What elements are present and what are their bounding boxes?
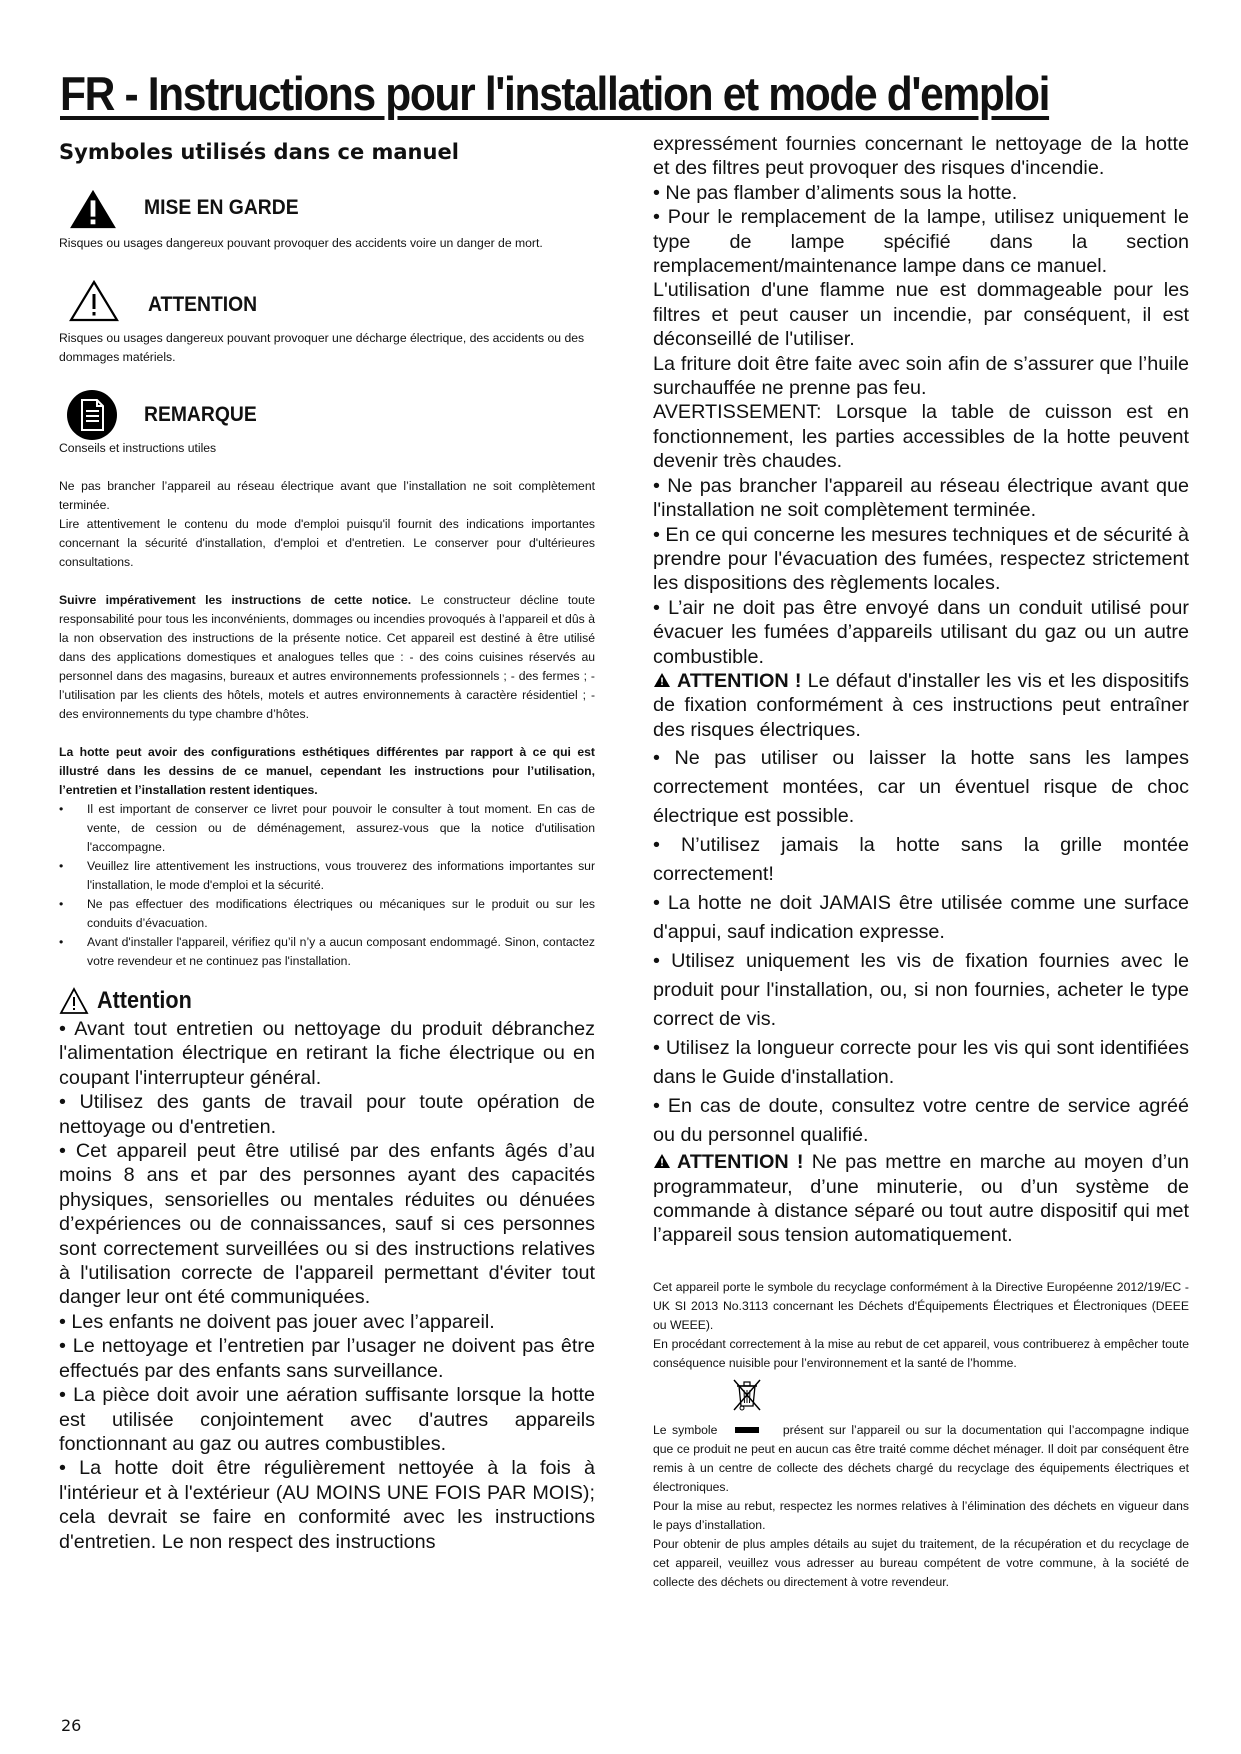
safety-paragraph: • Pour le remplacement de la lampe, utilisez uniquement le type de lampe spécifié dans la section remplacement/maintenance lampe dans ce manuel. — [653, 206, 1189, 278]
list-item: • Il est important de conserver ce livret pour pouvoir le consulter à tout moment. En cas de vente, de cession ou de déménagement, assurez-vous que la notice d'utilisation l'accompagne. — [59, 800, 595, 857]
safety-paragraph: • Ne pas brancher l'appareil au réseau électrique avant que l'installation ne soit complètement terminée. — [653, 474, 1189, 522]
warning-outline-icon — [59, 987, 89, 1015]
intro-bold-text: La hotte peut avoir des configurations esthétiques différentes par rapport à ce qui est illustré dans les dessins de ce manuel, cependant les instructions pour l’utilisation, l’entretien et l’installation restent identiques. — [59, 745, 595, 797]
safety-paragraph: • Utilisez uniquement les vis de fixation fournies avec le produit pour l'installation, ou, si non fournies, acheter le type correct de vis. — [653, 950, 1189, 1031]
intro-paragraph: Lire attentivement le contenu du mode d'emploi puisqu'il fournit des indications importantes concernant la sécurité d'installation, d'emploi et d'entretien. Le conserver pour d'ultérieures consultations. — [59, 517, 595, 569]
attention-heading-text: Attention — [97, 987, 192, 1014]
attention-text: Le défaut d'installer les vis et les dispositifs de fixation conformément à ces instructions peut entraîner des risques électriques. — [653, 669, 1189, 741]
safety-paragraph: • L’air ne doit pas être envoyé dans un conduit utilisé pour évacuer les fumées d’appareils utilisant du gaz ou un autre combustible. — [653, 596, 1189, 668]
warning-outline-icon — [68, 279, 120, 323]
page-number: 26 — [61, 1716, 82, 1735]
weee-symbol-lead: Le symbole — [653, 1422, 718, 1437]
safety-paragraph: expressément fournies concernant le nettoyage de la hotte et des filtres peut provoquer des risques d'incendie. — [653, 133, 1189, 180]
safety-paragraph: • N’utilisez jamais la hotte sans la grille montée correctement! — [653, 834, 1189, 886]
list-item-text: Ne pas effectuer des modifications électriques ou mécaniques sur le produit ou sur les conduits d’évacuation. — [87, 897, 595, 930]
safety-paragraph: • Utilisez des gants de travail pour toute opération de nettoyage ou d'entretien. — [59, 1091, 595, 1138]
symbols-subtitle: Symboles utilisés dans ce manuel — [59, 140, 459, 164]
intro-paragraph: Ne pas brancher l’appareil au réseau électrique avant que l’installation ne soit complètement terminée. — [59, 479, 595, 512]
attention-paragraph — [653, 1150, 1189, 1248]
warning-text: Risques ou usages dangereux pouvant provoquer des accidents voire un danger de mort. — [59, 236, 543, 250]
weee-block — [653, 1278, 1189, 1592]
safety-paragraph: AVERTISSEMENT: Lorsque la table de cuisson est en fonctionnement, les parties accessibles de la hotte peuvent devenir très chaudes. — [653, 401, 1189, 473]
symbol-warning — [59, 188, 595, 236]
note-text: Conseils et instructions utiles — [59, 441, 217, 455]
right-column — [653, 132, 1189, 1592]
warning-filled-icon — [67, 188, 119, 230]
safety-paragraph: La friture doit être faite avec soin afin de s’assurer que l’huile surchauffée ne prenne pas feu. — [653, 352, 1189, 400]
note-label: REMARQUE — [144, 403, 257, 426]
weee-symbol-rest: présent sur l’appareil ou sur la documentation qui l’accompagne indique que ce produit ne peut en aucun cas être traité comme déchet ménager. Il doit par conséquent être remis à un centre de collecte des déchets chargé du recyclage des équipements électriques et électroniques. — [653, 1422, 1190, 1494]
safety-paragraph: • Les enfants ne doivent pas jouer avec l’appareil. — [59, 1310, 495, 1333]
bar-symbol-icon — [735, 1427, 759, 1433]
list-item-text: Il est important de conserver ce livret pour pouvoir le consulter à tout moment. En cas de vente, de cession ou de déménagement, assurez-vous que la notice d'utilisation l'accompagne. — [87, 802, 595, 854]
safety-paragraph: • Le nettoyage et l’entretien par l’usager ne doivent pas être effectués par des enfants sans surveillance. — [59, 1335, 595, 1382]
list-item: • Avant d'installer l'appareil, vérifiez qu’il n’y a aucun composant endommagé. Sinon, contactez votre revendeur et ne continuez pas l'installation. — [59, 933, 595, 971]
note-document-icon — [66, 389, 118, 441]
weee-paragraph: Pour obtenir de plus amples détails au sujet du traitement, de la récupération et du recyclage de cet appareil, veuillez vous adresser au bureau compétent de votre commune, à la société de collecte des déchets ou directement à votre revendeur. — [653, 1536, 1189, 1589]
right-safety-text — [653, 132, 1189, 1248]
intro-bold-paragraph — [59, 743, 595, 800]
intro-paragraph-rest: Le constructeur décline toute responsabilité pour tous les inconvénients, dommages ou incendies provoqués à l’appareil et dûs à la non observation des instructions de la présente notice. Cet appareil est destiné à être utilisé dans des applications domestiques et analogues telles que : - des coins cuisines réservés au personnel dans des magasins, bureaux et autres environnements professionnels ; - des fermes ; - l’utilisation par les clients des hôtels, motels et autres environnements à caractère résidentiel ; - des environnements du type chambre d’hôtes. — [59, 593, 595, 721]
list-item-text: Veuillez lire attentivement les instructions, vous trouverez des informations importantes sur l'installation, le mode d'emploi et la sécurité. — [87, 859, 595, 892]
symbol-attention — [59, 279, 595, 325]
safety-paragraph: • La pièce doit avoir une aération suffisante lorsque la hotte est utilisée conjointement avec d'autres appareils fonctionnant au gaz ou autres combustibles. — [59, 1384, 595, 1455]
intro-bold-lead: Suivre impérativement les instructions de cette notice. — [59, 593, 412, 607]
weee-paragraph: En procédant correctement à la mise au rebut de cet appareil, vous contribuerez à empêcher toute conséquence nuisible pour l’environnement et la santé de l’homme. — [653, 1336, 1189, 1370]
safety-paragraph: • Ne pas utiliser ou laisser la hotte sans les lampes correctement montées, car un éventuel risque de choc électrique est possible. — [653, 747, 1189, 828]
weee-paragraph: Cet appareil porte le symbole du recyclage conformément à la Directive Européenne 2012/19/EC - UK SI 2013 No.3113 concernant les Déchets d'Équipements Électriques et Électroniques (DEEE ou WEEE). — [653, 1279, 1189, 1332]
attention-heading — [59, 987, 595, 1015]
list-item: • Veuillez lire attentivement les instructions, vous trouverez des informations importantes sur l'installation, le mode d'emploi et la sécurité. — [59, 857, 595, 895]
attention-text: Risques ou usages dangereux pouvant provoquer une décharge électrique, des accidents ou des dommages matériels. — [59, 331, 585, 364]
left-column — [59, 136, 595, 1554]
safety-paragraph: L'utilisation d'une flamme nue est dommageable pour les filtres et peut causer un incendie, par conséquent, il est déconseillé de l'utiliser. — [653, 279, 1189, 351]
attention-label: ATTENTION — [148, 293, 258, 316]
warning-filled-icon — [653, 1153, 671, 1169]
attention-text: Ne pas mettre en marche au moyen d’un programmateur, d’une minuterie, ou d’un système de commande à distance séparé ou tout autre dispositif qui met l’appareil sous tension automatiquement. — [653, 1151, 1189, 1247]
safety-paragraph: • En cas de doute, consultez votre centre de service agréé ou du personnel qualifié. — [653, 1095, 1189, 1147]
safety-paragraph: • Utilisez la longueur correcte pour les vis qui sont identifiées dans le Guide d'installation. — [653, 1037, 1189, 1089]
safety-paragraph: • La hotte ne doit JAMAIS être utilisée comme une surface d'appui, sauf indication expresse. — [653, 892, 1189, 944]
safety-paragraph: • En ce qui concerne les mesures techniques et de sécurité à prendre pour l'évacuation des fumées, respectez strictement les dispositions des règlements locales. — [653, 523, 1189, 595]
safety-paragraph: • La hotte doit être régulièrement nettoyée à la fois à l'intérieur et à l'extérieur (AU MOINS UNE FOIS PAR MOIS); cela devrait se faire en conformité avec les instructions d'entretien. Le non respect des instructions — [59, 1457, 595, 1553]
safety-paragraph: • Cet appareil peut être utilisé par des enfants âgés d’au moins 8 ans et par des personnes ayant des capacités physiques, sensorielles ou mentales réduites ou dénuées d’expériences ou de connaissances, sauf si ces personnes sont correctement surveillées ou si des instructions relatives à l'utilisation correcte de l'appareil permettant d'éviter tout danger leur ont été communiquées. — [59, 1140, 595, 1309]
symbol-note — [59, 389, 595, 441]
safety-paragraph: • Ne pas flamber d’aliments sous la hotte. — [653, 181, 1018, 204]
crossed-bin-icon — [729, 1377, 765, 1413]
warning-label: MISE EN GARDE — [144, 196, 299, 219]
attention-label: ATTENTION ! — [677, 669, 802, 692]
list-item: • Ne pas effectuer des modifications électriques ou mécaniques sur le produit ou sur les conduits d’évacuation. — [59, 895, 595, 933]
page-title: FR - Instructions pour l'installation et mode d'emploi — [60, 67, 1050, 120]
safety-paragraph: • Avant tout entretien ou nettoyage du produit débranchez l'alimentation électrique en retirant la fiche électrique ou en coupant l'interrupteur général. — [59, 1018, 595, 1089]
left-safety-text — [59, 1017, 595, 1554]
intro-paragraph — [59, 591, 595, 724]
intro-block — [59, 477, 595, 971]
weee-symbol-paragraph — [653, 1421, 1189, 1497]
attention-paragraph — [653, 669, 1189, 742]
list-item-text: Avant d'installer l'appareil, vérifiez qu’il n’y a aucun composant endommagé. Sinon, contactez votre revendeur et ne continuez pas l'installation. — [87, 935, 595, 968]
weee-paragraph: Pour la mise au rebut, respectez les normes relatives à l’élimination des déchets en vigueur dans le pays d’installation. — [653, 1498, 1189, 1532]
warning-filled-icon — [653, 672, 671, 688]
attention-label: ATTENTION ! — [677, 1151, 804, 1174]
